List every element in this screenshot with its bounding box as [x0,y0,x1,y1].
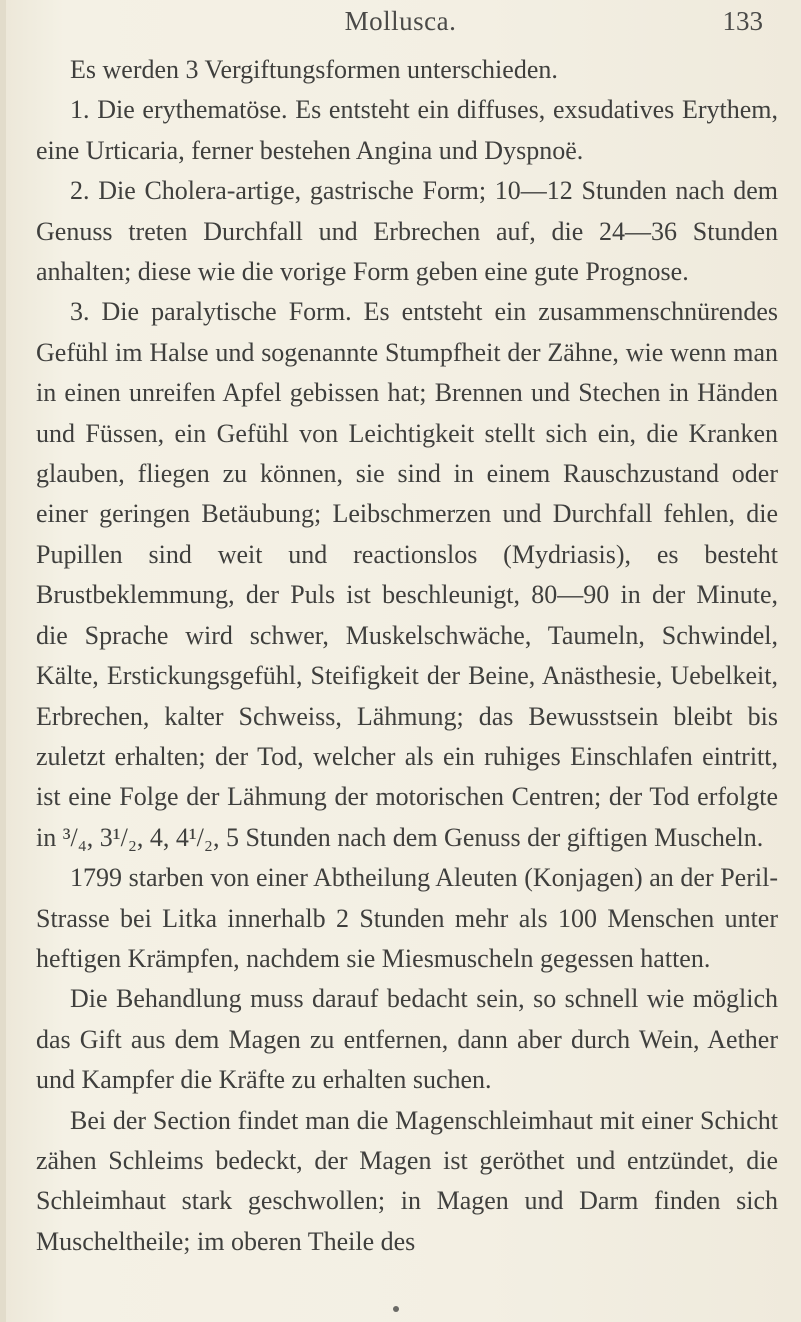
paragraph-aleuten-1799: 1799 starben von einer Abtheilung Aleuten (Konjagen) an der Peril-Strasse bei Litka innerhalb 2 Stunden mehr als 100 Menschen unter heftigen Krämpfen, nachdem sie Miesmuscheln gegessen hatten. [36,863,778,973]
running-title: Mollusca. [344,6,457,36]
paragraph-erythematous-form: 1. Die erythematöse. Es entsteht ein diffuses, exsudatives Erythem, eine Urticaria, ferner bestehen Angina und Dyspnoë. [36,95,778,165]
paragraph-treatment: Die Behandlung muss darauf bedacht sein, so schnell wie möglich das Gift aus dem Magen zu entfernen, dann aber durch Wein, Aether und Kampfer die Kräfte zu erhalten suchen. [36,984,778,1095]
ink-spot [393,1306,399,1312]
paragraph-section-findings: Bei der Section findet man die Magenschleimhaut mit einer Schicht zähen Schleims bedeckt, der Magen ist geröthet und entzündet, die Schleimhaut stark geschwollen; in Magen und Darm finden sich Muscheltheile; im oberen Theile des [36,1105,778,1256]
paragraph-cholera-form: 2. Die Cholera-artige, gastrische Form; 10—12 Stunden nach dem Genuss treten Durchfall und Erbrechen auf, die 24—36 Stunden anhalten; diese wie die vorige Form geben eine gute Prognose. [36,176,778,287]
running-header [0,6,801,46]
body-text [36,50,778,1262]
paragraph-paralytic-form: 3. Die paralytische Form. Es entsteht ein zusammenschnürendes Gefühl im Halse und sogenannte Stumpfheit der Zähne, wie wenn man in einen unreifen Apfel gebissen hat; Brennen und Stechen in Händen und Füssen, ein Gefühl von Leichtigkeit stellt sich ein, die Kranken glauben, fliegen zu können, sie sind in einem Rauschzustand oder einer geringen Betäubung; Leibschmerzen und Durchfall fehlen, die Pupillen sind weit und reactionslos (Mydriasis), es besteht Brustbeklemmung, der Puls ist beschleunigt, 80—90 in der Minute, die Sprache wird schwer, Muskelschwäche, Taumeln, Schwindel, Kälte, Erstickungsgefühl, Steifigkeit der Beine, Anästhesie, Uebelkeit, Erbrechen, kalter Schweiss, Lähmung; das Bewusstsein bleibt bis zuletzt erhalten; der Tod, welcher als ein ruhiges Einschlafen eintritt, ist eine Folge der Lähmung der motorischen Centren; der Tod erfolgte in ³/₄, 3¹/₂, 4, 4¹/₂, 5 Stunden nach dem Genuss der giftigen Muscheln. [36,297,778,852]
page-gutter-edge [0,0,6,1322]
paragraph-intro: Es werden 3 Vergiftungsformen unterschieden. [70,55,558,84]
page-number: 133 [722,6,763,36]
